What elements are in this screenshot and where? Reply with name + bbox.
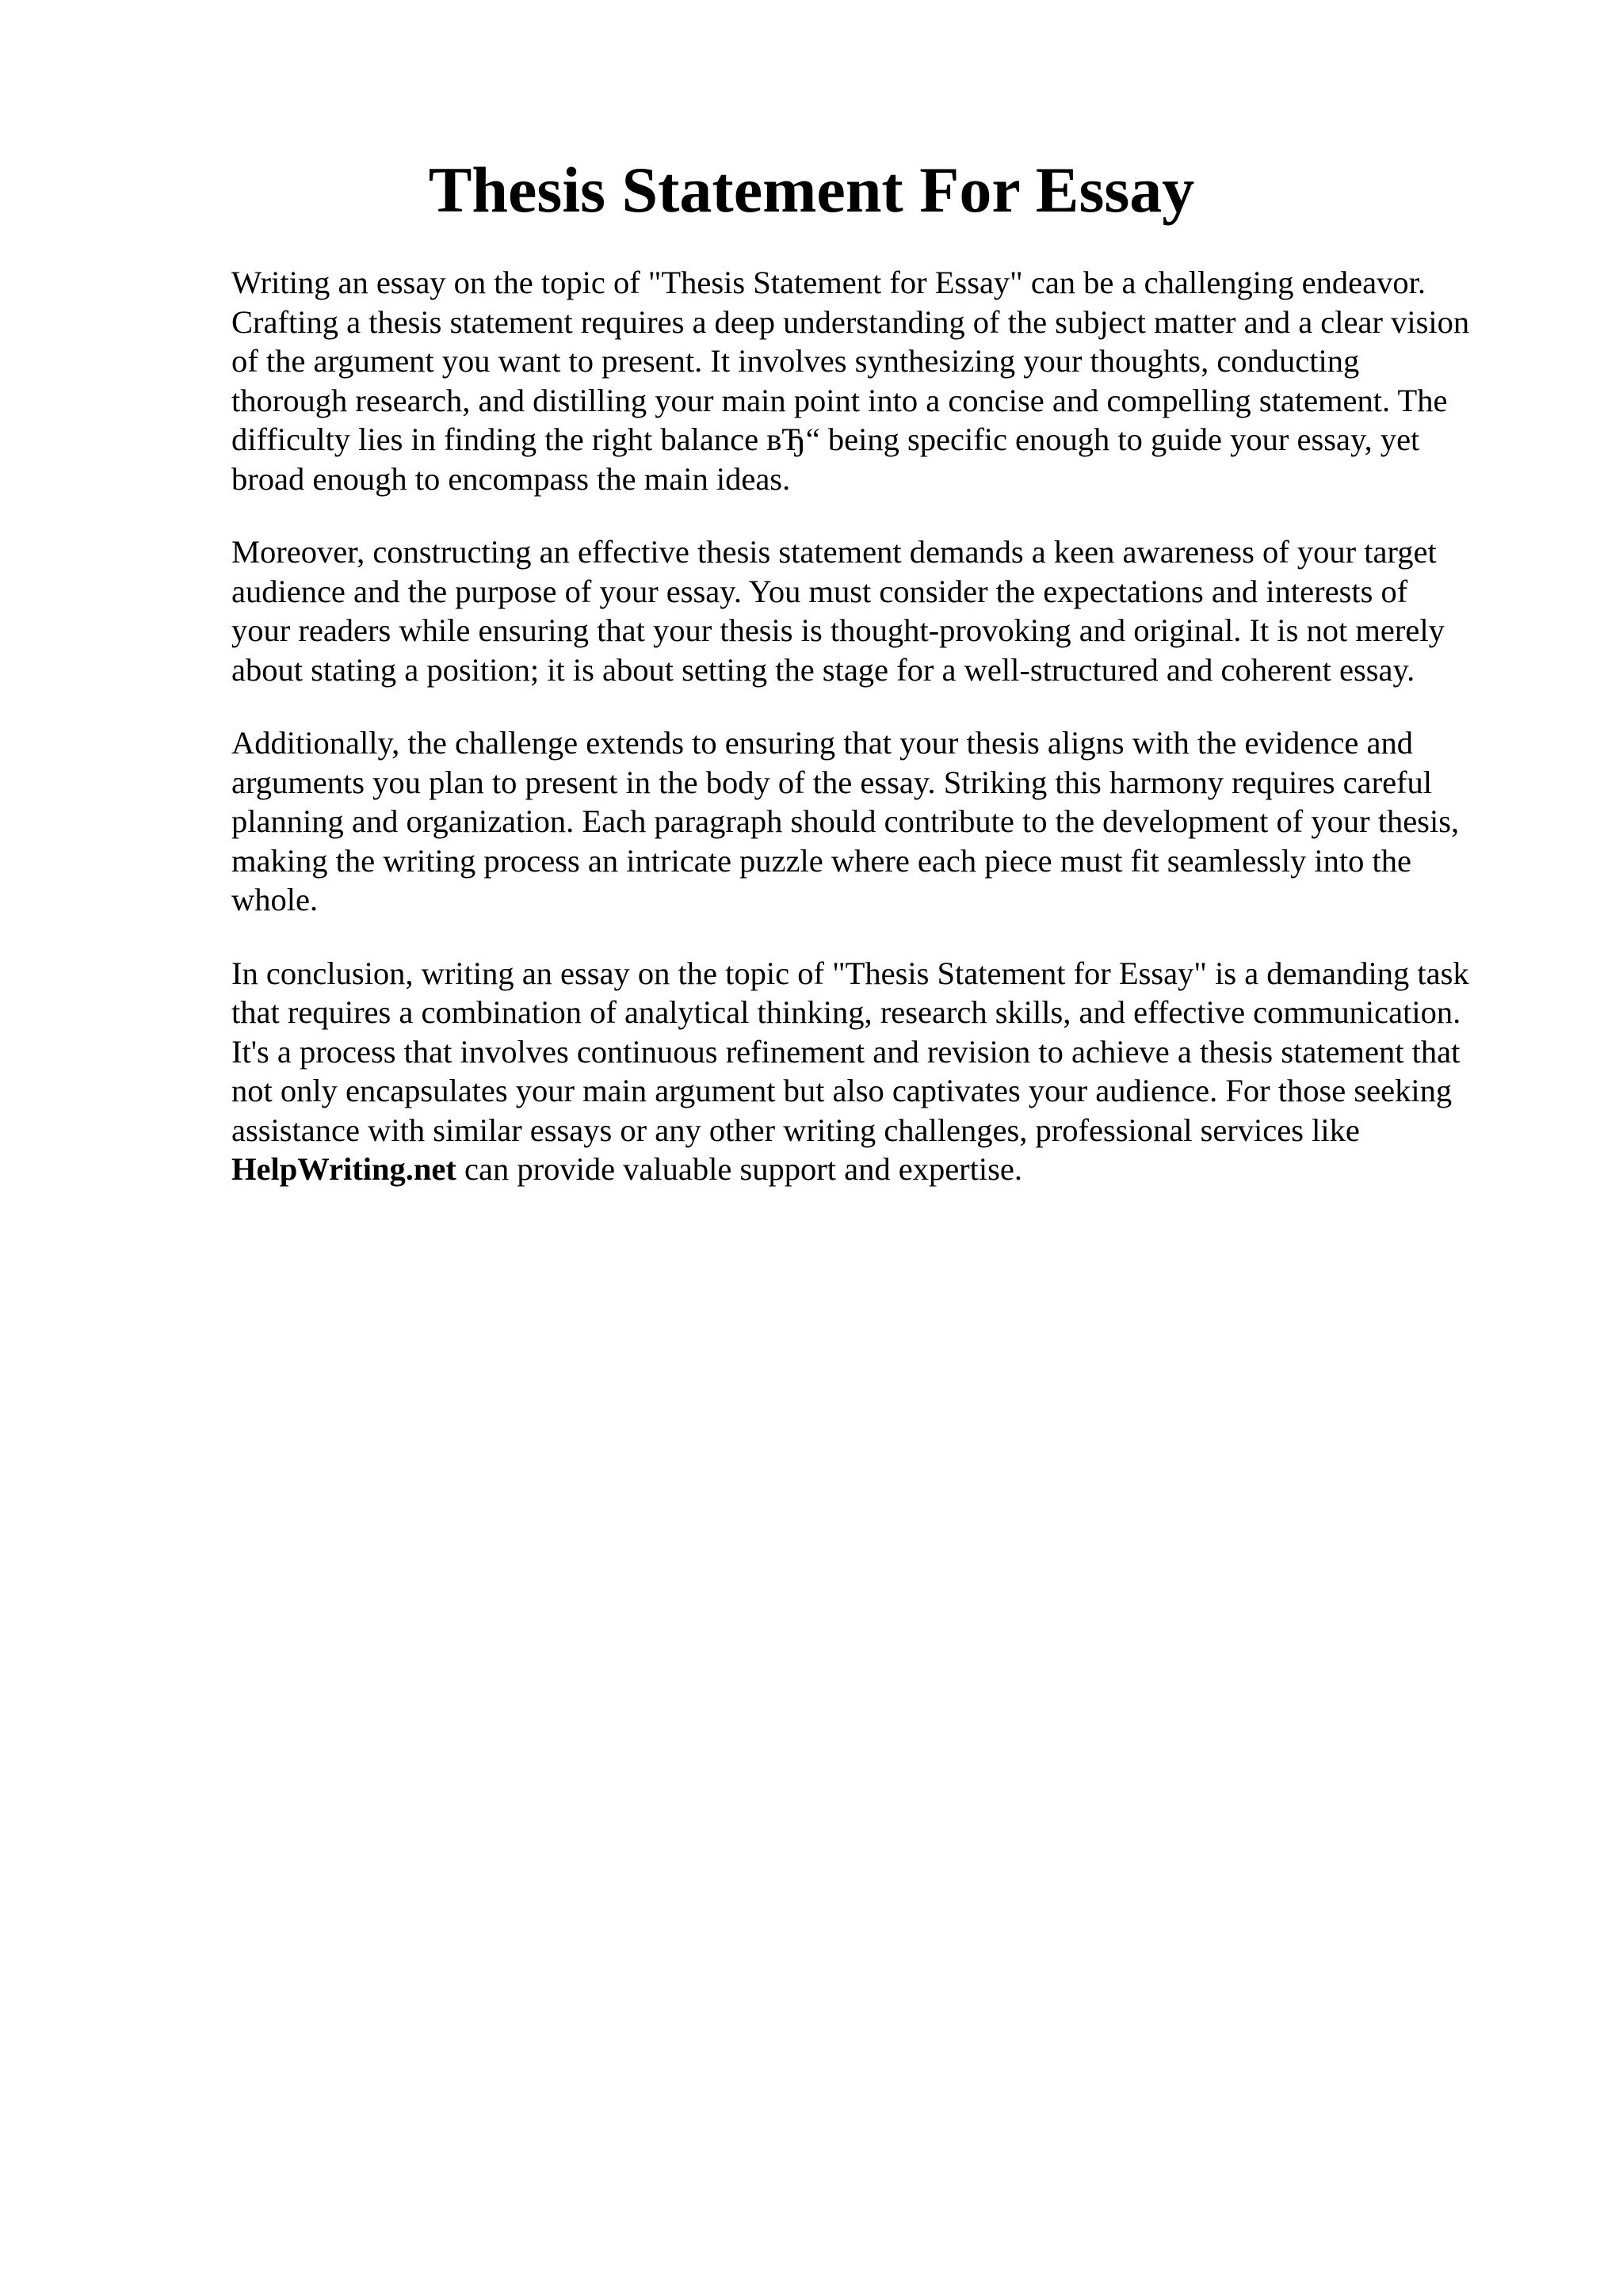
paragraph-4 <box>231 954 1515 1189</box>
text-line: assistance with similar essays or any other writing challenges, professional services like <box>231 1112 1360 1148</box>
text-line: Additionally, the challenge extends to ensuring that your thesis aligns with the evidence and <box>231 725 1414 761</box>
text-line: Crafting a thesis statement requires a deep understanding of the subject matter and a clear vision <box>231 303 1470 340</box>
brand-name: HelpWriting.net <box>231 1151 456 1187</box>
text-line: that requires a combination of analytical thinking, research skills, and effective communication. <box>231 994 1461 1030</box>
text-line: not only encapsulates your main argument but also captivates your audience. For those seeking <box>231 1073 1453 1108</box>
final-text-line <box>231 1150 1515 1189</box>
text-line: arguments you plan to present in the body of the essay. Striking this harmony requires careful <box>231 764 1433 800</box>
text-line: It's a process that involves continuous refinement and revision to achieve a thesis statement that <box>231 1033 1461 1070</box>
text-line: whole. <box>231 882 319 917</box>
paragraph-2 <box>231 532 1515 689</box>
text-line: thorough research, and distilling your main point into a concise and compelling statement. The <box>231 382 1448 418</box>
text-line: audience and the purpose of your essay. You must consider the expectations and interests of <box>231 573 1408 609</box>
text-line: of the argument you want to present. It involves synthesizing your thoughts, conducting <box>231 343 1360 379</box>
essay-body <box>231 263 1515 1223</box>
text-line: In conclusion, writing an essay on the topic of "Thesis Statement for Essay" is a demanding task <box>231 955 1469 991</box>
text-line: about stating a position; it is about setting the stage for a well-structured and coherent essay. <box>231 651 1415 688</box>
paragraph-1 <box>231 263 1515 498</box>
text-line: your readers while ensuring that your thesis is thought-provoking and original. It is not merely <box>231 612 1445 648</box>
closing-text: can provide valuable support and expertise. <box>456 1151 1023 1187</box>
text-line: Writing an essay on the topic of "Thesis Statement for Essay" can be a challenging endeavor. <box>231 265 1426 300</box>
text-line: planning and organization. Each paragraph should contribute to the development of your thesis, <box>231 803 1460 839</box>
page-title: Thesis Statement For Essay <box>428 154 1195 226</box>
paragraph-3 <box>231 723 1515 920</box>
text-line: difficulty lies in finding the right balance вЂ“ being specific enough to guide your essay, yet <box>231 421 1420 457</box>
text-line: Moreover, constructing an effective thesis statement demands a keen awareness of your target <box>231 534 1437 570</box>
text-line: broad enough to encompass the main ideas. <box>231 460 791 497</box>
text-line: making the writing process an intricate puzzle where each piece must fit seamlessly into the <box>231 842 1411 879</box>
